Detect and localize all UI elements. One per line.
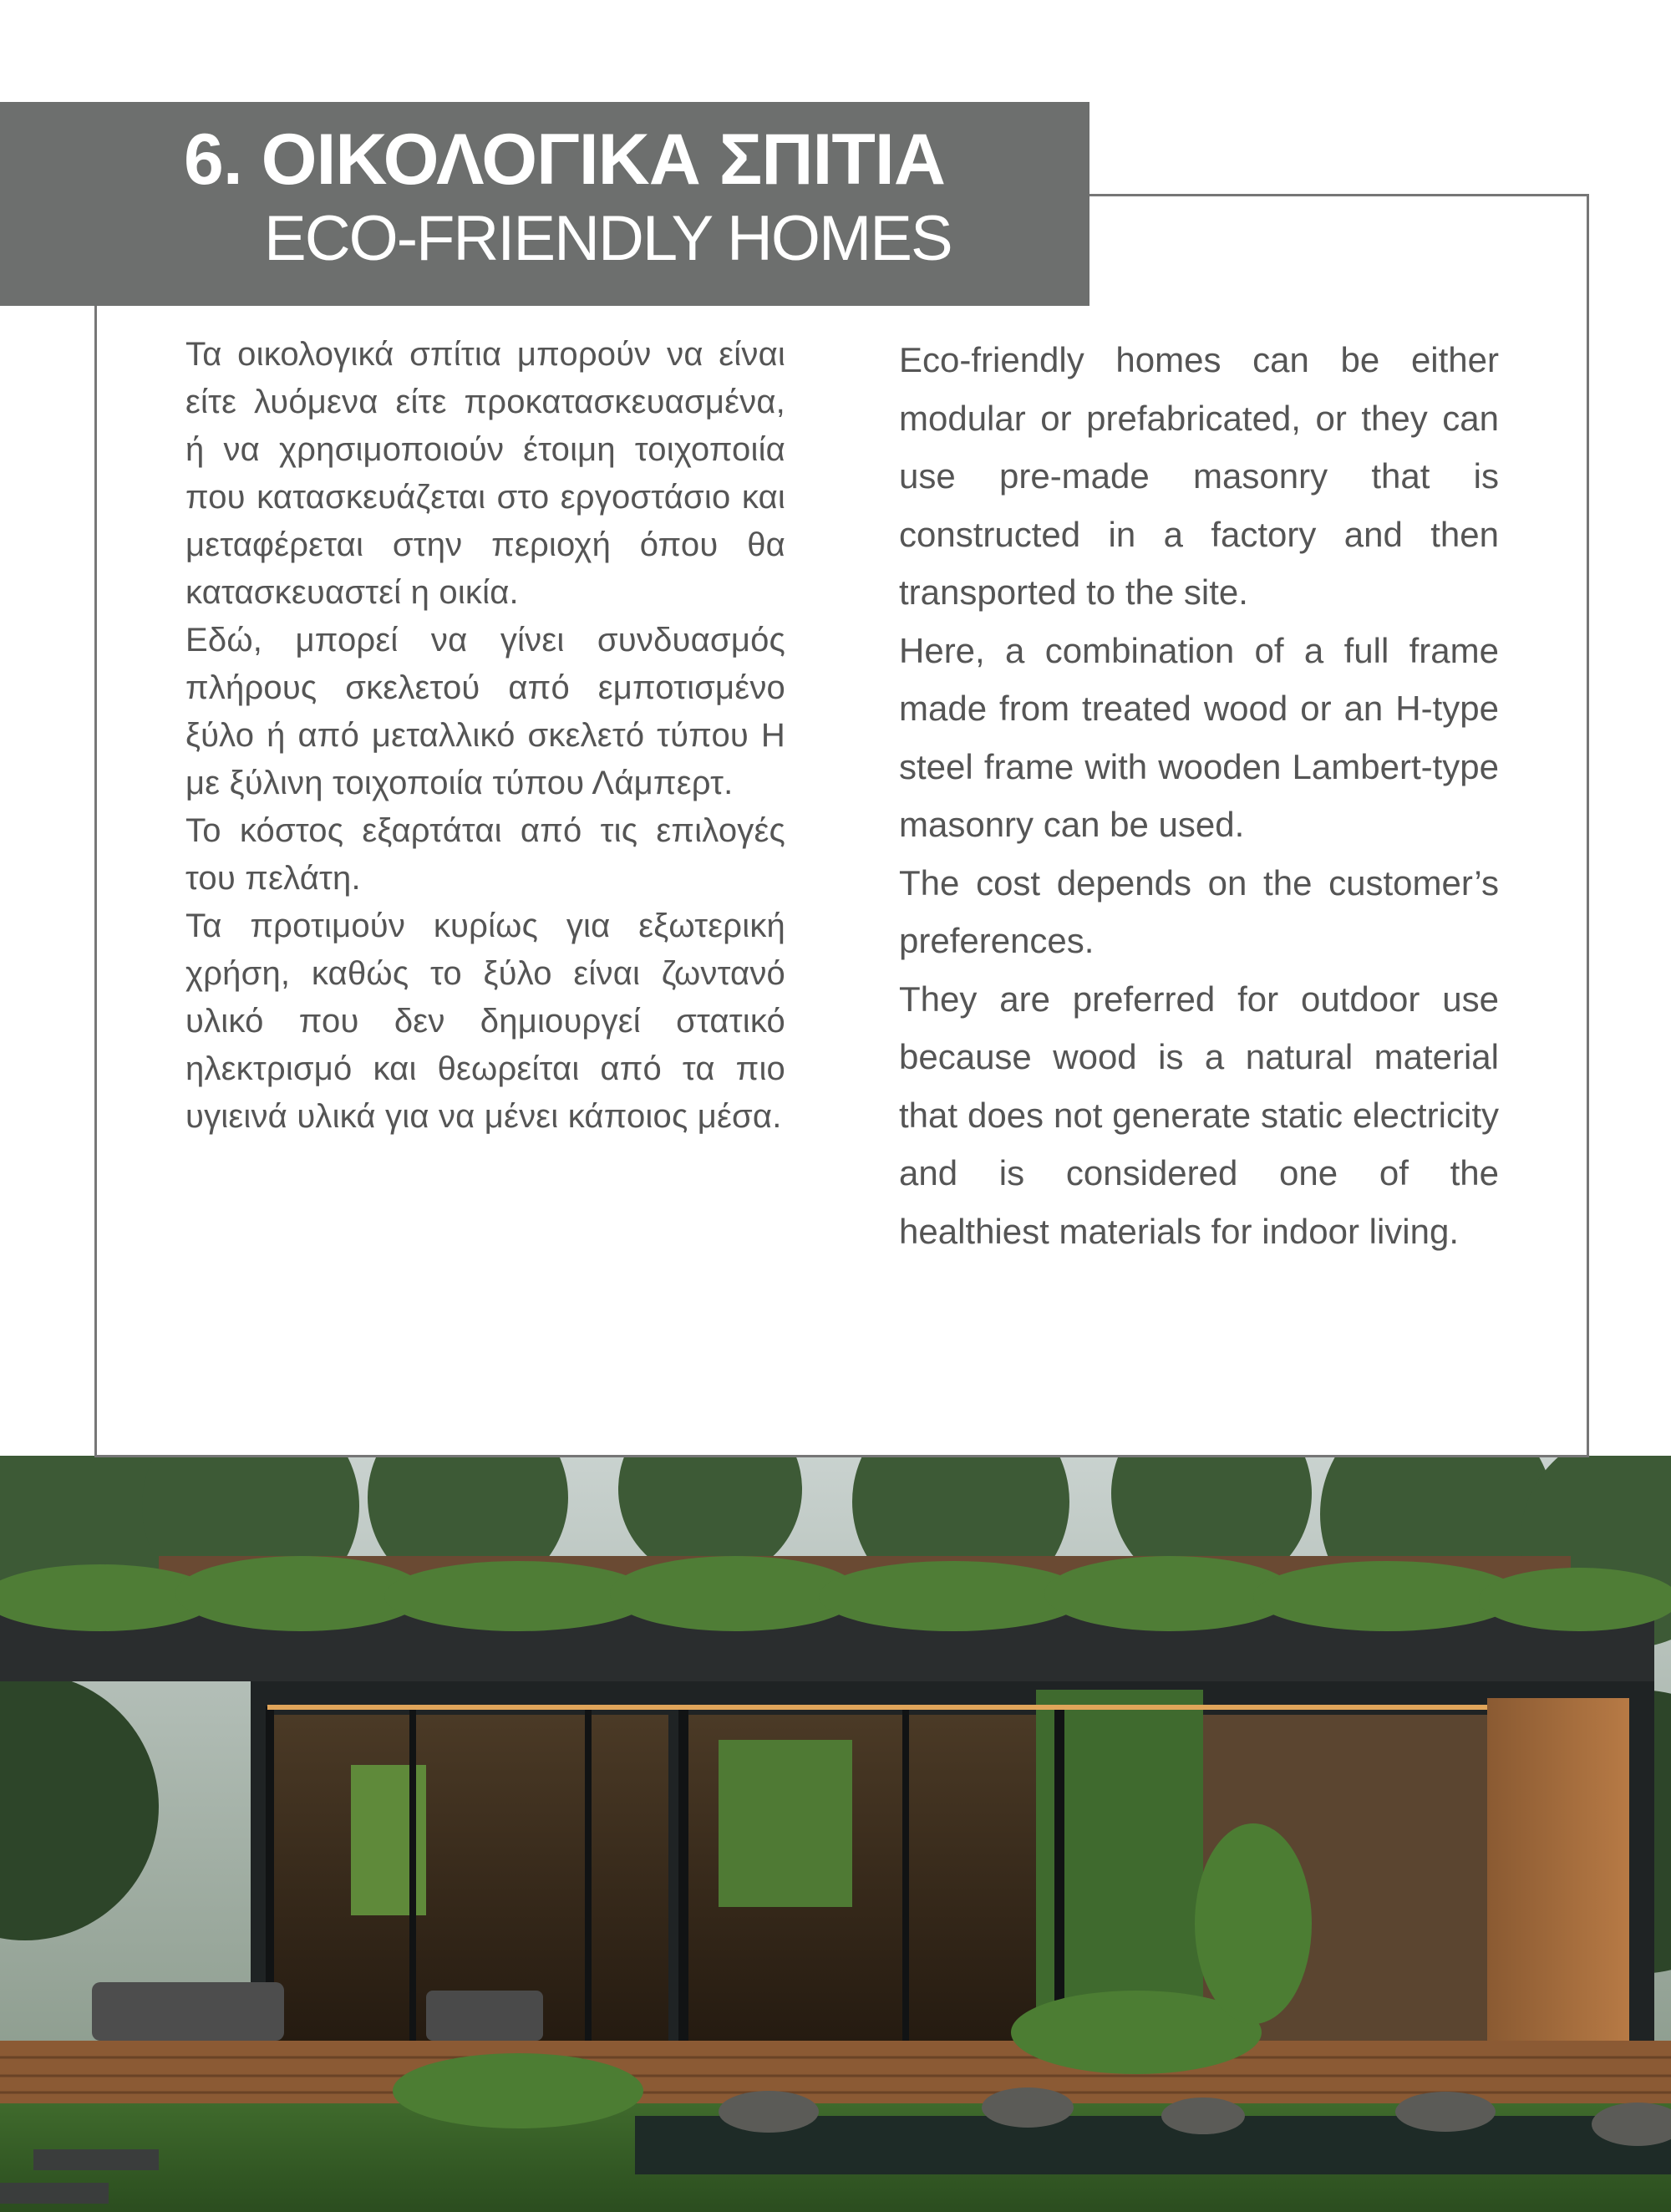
english-paragraph: The cost depends on the customer’s preferences.	[899, 862, 1499, 960]
greek-text-column	[185, 331, 785, 1141]
english-paragraph: Here, a combination of a full frame made from treated wood or an H-type steel frame with wooden Lambert-type masonry can be used.	[899, 630, 1499, 844]
eco-house-photo	[0, 1456, 1671, 2212]
title-banner	[0, 102, 1089, 306]
greek-paragraph: Τα προτιμούν κυρίως για εξωτερική χρήση, καθώς το ξύλο είναι ζωντανό υλικό που δεν δημιουργεί στατικό ηλεκτρισμό και θεωρείται από τα πιο υγιεινά υλικά για να μένει κάποιος μέσα.	[185, 908, 785, 1135]
greek-paragraph: Εδώ, μπορεί να γίνει συνδυασμός πλήρους σκελετού από εμποτισμένο ξύλο ή από μεταλλικό σκελετό τύπου Η με ξύλινη τοιχοποιία τύπου Λάμπερτ.	[185, 622, 785, 801]
page-title-english: ECO-FRIENDLY HOMES	[264, 203, 952, 274]
greek-paragraph: Τα οικολογικά σπίτια μπορούν να είναι είτε λυόμενα είτε προκατασκευασμένα, ή να χρησιμοποιούν έτοιμη τοιχοποιία που κατασκευάζεται στο εργοστάσιο και μεταφέρεται στην περιοχή όπου θα κατασκευαστεί η οικία.	[185, 336, 785, 611]
greek-paragraph: Το κόστος εξαρτάται από τις επιλογές του πελάτη.	[185, 812, 785, 897]
english-paragraph: Eco-friendly homes can be either modular or prefabricated, or they can use pre-made masonry that is constructed in a factory and then transported to the site.	[899, 340, 1499, 612]
english-text-column	[899, 331, 1499, 1260]
page-title-greek: 6. ΟΙΚΟΛΟΓΙΚΑ ΣΠΙΤΙΑ	[184, 119, 945, 200]
english-paragraph: They are preferred for outdoor use because wood is a natural material that does not generate static electricity and is considered one of the healthiest materials for indoor living.	[899, 979, 1499, 1251]
